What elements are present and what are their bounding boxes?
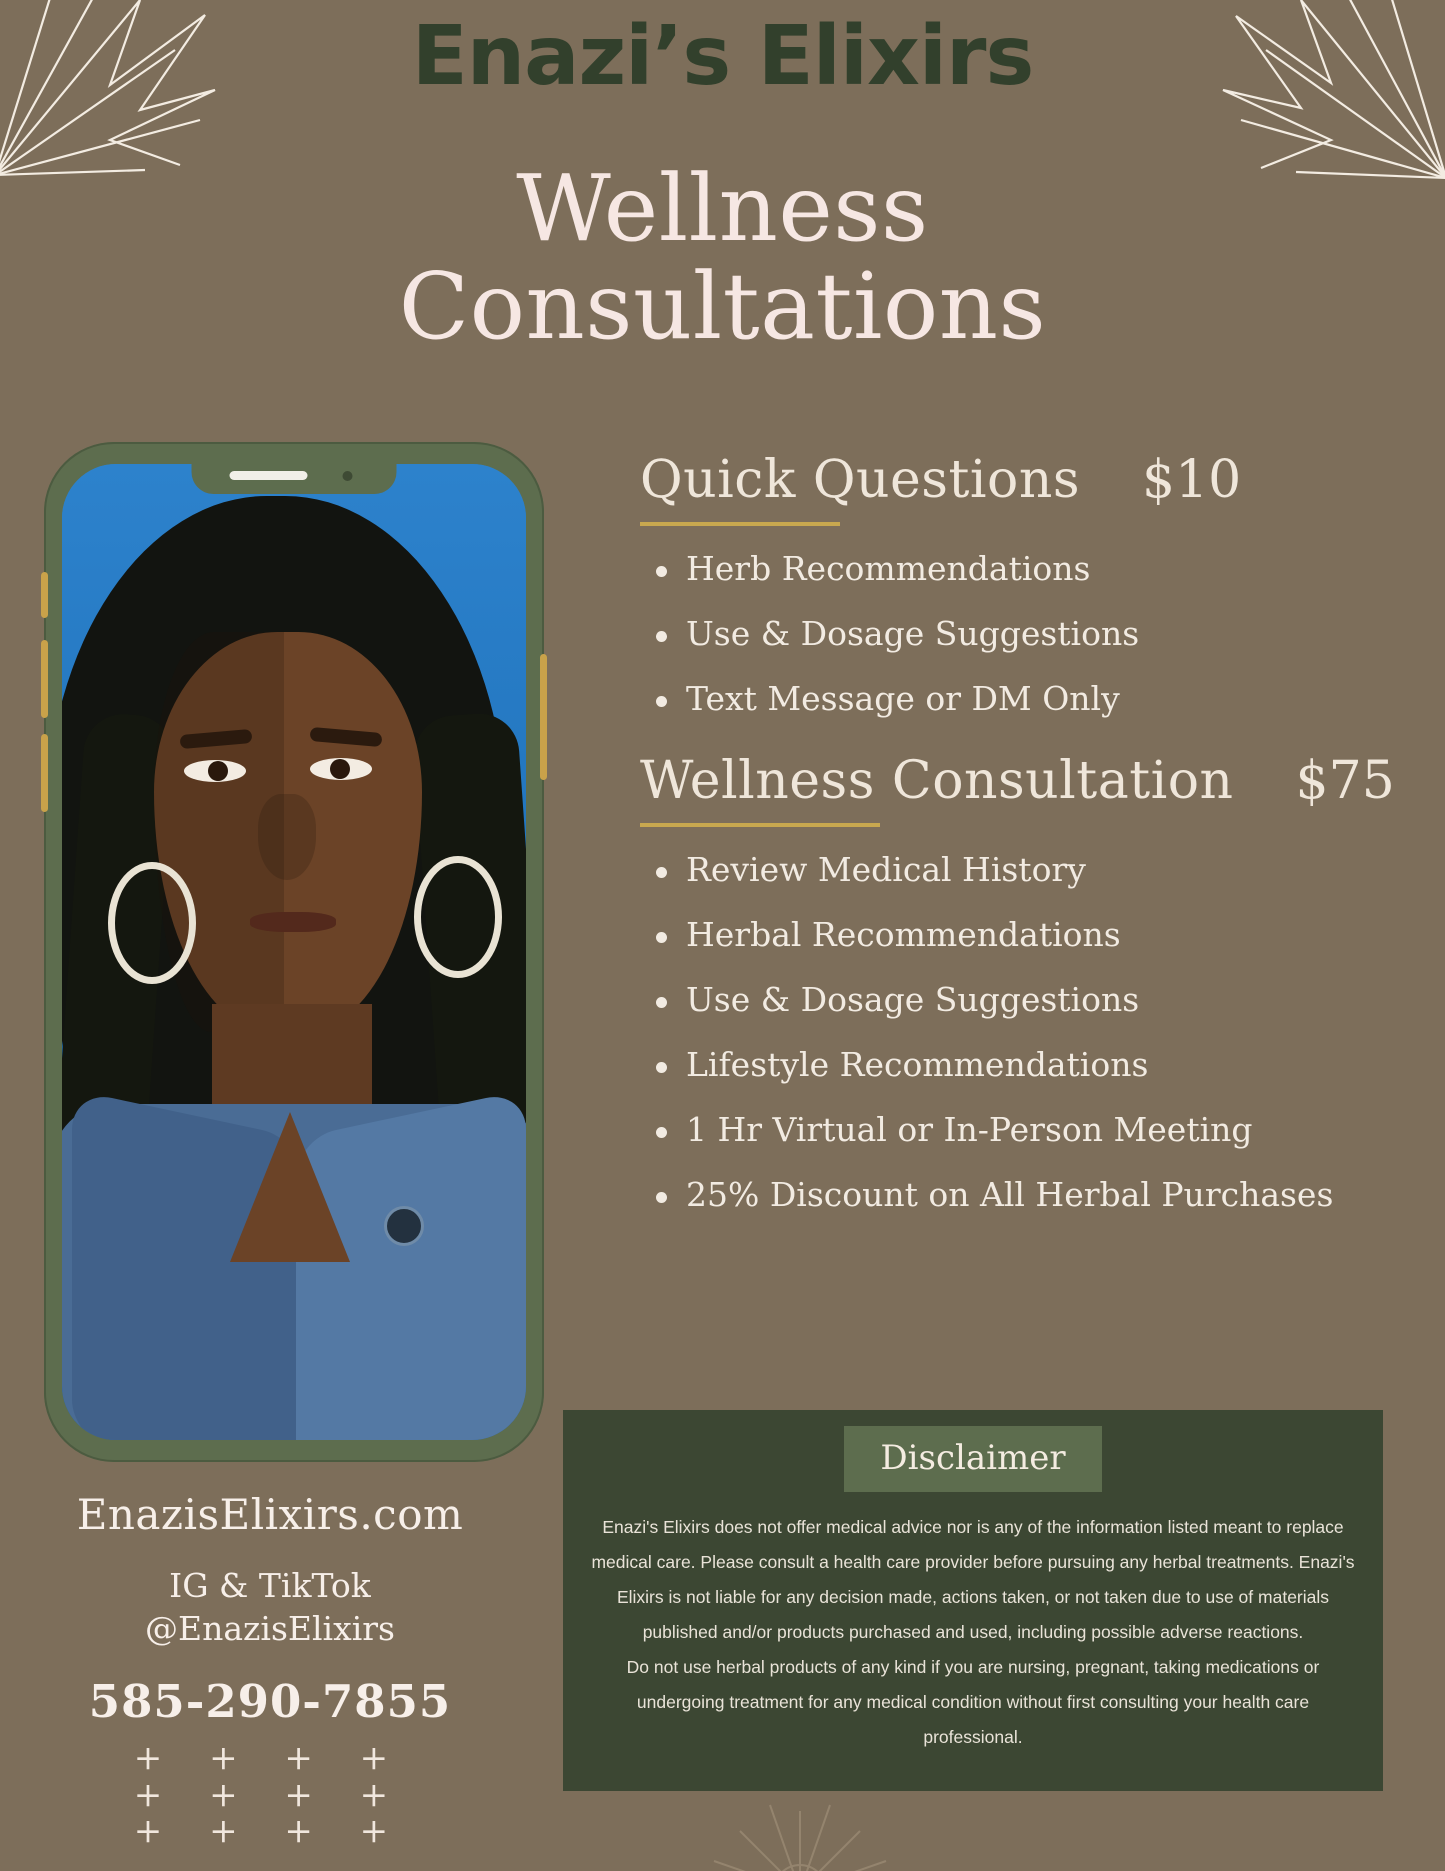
phone-button-volume-down [41, 734, 48, 812]
service-feature-list [640, 850, 1410, 1214]
contact-block [20, 1490, 520, 1850]
portrait-jacket-left-lapel [72, 1090, 302, 1440]
disclaimer-text [589, 1510, 1357, 1755]
service-wellness-consultation [640, 751, 1410, 1214]
portrait-nose [258, 794, 316, 880]
list-item: Use & Dosage Suggestions [640, 617, 1410, 650]
disclaimer-badge: Disclaimer [844, 1426, 1102, 1492]
list-item: Lifestyle Recommendations [640, 1048, 1410, 1081]
plus-row-3: + + + + [133, 1811, 407, 1852]
page-title-line2: Consultations [398, 253, 1047, 361]
website-link[interactable]: EnazisElixirs.com [76, 1490, 464, 1539]
page-title [0, 155, 1445, 361]
list-item: Herbal Recommendations [640, 918, 1410, 951]
phone-mockup [44, 442, 544, 1462]
social-block [20, 1565, 520, 1651]
service-price: $75 [1295, 751, 1395, 811]
phone-front-camera [343, 471, 353, 481]
portrait-pupil-left [208, 761, 228, 781]
plus-row-1: + + + + [133, 1737, 407, 1778]
portrait-jacket-right-lapel [296, 1090, 526, 1440]
service-feature-list [640, 549, 1410, 718]
starburst-decoration-bottom [700, 1791, 900, 1871]
list-item: Review Medical History [640, 853, 1410, 886]
phone-speaker [230, 471, 308, 480]
service-header [640, 450, 1410, 510]
disclaimer-paragraph-1: Enazi's Elixirs does not offer medical advice nor is any of the information listed meant to replace medical care. Please consult a health care provider before pursuing any herbal treatments. Enazi's Elixirs is not liable for any decision made, actions taken, or not taken due to use of materials published and/or products purchased and used, including possible adverse reactions. [591, 1517, 1355, 1642]
service-divider [640, 522, 840, 526]
phone-button-power [540, 654, 547, 780]
social-handle[interactable]: @EnazisElixirs [145, 1608, 395, 1648]
plus-pattern-decoration [20, 1737, 520, 1852]
disclaimer-panel [563, 1410, 1383, 1791]
portrait-pupil-right [330, 759, 350, 779]
page-title-line1: Wellness [516, 155, 929, 262]
portrait-earring-right [414, 856, 502, 978]
services-section [640, 450, 1410, 1243]
list-item: Herb Recommendations [640, 552, 1410, 585]
plus-row-2: + + + + [133, 1774, 407, 1815]
phone-number[interactable]: 585-290-7855 [88, 1674, 452, 1728]
service-price: $10 [1142, 450, 1242, 510]
portrait-jacket-button [384, 1206, 424, 1246]
phone-screen [62, 464, 526, 1440]
service-quick-questions [640, 450, 1410, 718]
service-divider [640, 823, 880, 827]
social-label: IG & TikTok [169, 1566, 371, 1605]
disclaimer-paragraph-2: Do not use herbal products of any kind if you are nursing, pregnant, taking medications or undergoing treatment for any medical condition without first consulting your health care professional. [626, 1657, 1320, 1747]
service-name: Wellness Consultation [640, 751, 1234, 811]
service-header [640, 751, 1410, 811]
list-item: Text Message or DM Only [640, 682, 1410, 715]
portrait-mouth [250, 912, 336, 932]
service-name: Quick Questions [640, 450, 1081, 510]
portrait-earring-left [108, 862, 196, 984]
phone-button-volume-up [41, 640, 48, 718]
list-item: 25% Discount on All Herbal Purchases [640, 1178, 1410, 1211]
phone-button-mute [41, 572, 48, 618]
brand-title: Enazi’s Elixirs [411, 9, 1034, 104]
list-item: 1 Hr Virtual or In-Person Meeting [640, 1113, 1410, 1146]
list-item: Use & Dosage Suggestions [640, 983, 1410, 1016]
phone-notch [192, 458, 397, 494]
